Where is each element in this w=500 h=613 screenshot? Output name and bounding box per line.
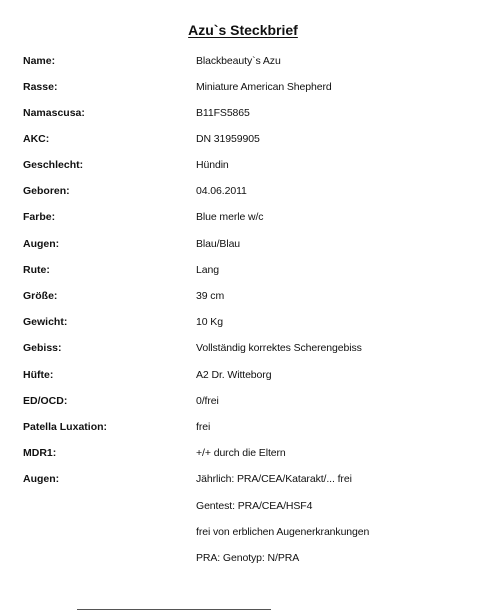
- row-value: 10 Kg: [196, 316, 223, 328]
- row-label: Geboren:: [23, 185, 70, 197]
- row-value: frei: [196, 421, 211, 433]
- profile-row-eye-gentest: [0, 500, 500, 520]
- row-label: AKC:: [23, 133, 50, 145]
- profile-row-eye-hereditary: [0, 526, 500, 546]
- profile-row-breed: [0, 81, 500, 101]
- row-value: B11FS5865: [196, 107, 250, 119]
- row-label: Geschlecht:: [23, 159, 84, 171]
- row-value: Blue merle w/c: [196, 211, 264, 223]
- row-value: Gentest: PRA/CEA/HSF4: [196, 500, 313, 512]
- row-value: Blau/Blau: [196, 238, 241, 250]
- profile-row-patella: [0, 421, 500, 441]
- profile-row-mdr1: [0, 447, 500, 467]
- row-label: Größe:: [23, 290, 58, 302]
- profile-row-akc: [0, 133, 500, 153]
- profile-row-hip: [0, 369, 500, 389]
- profile-row-color: [0, 211, 500, 231]
- row-value: Vollständig korrektes Scherengebiss: [196, 342, 362, 354]
- row-label: Farbe:: [23, 211, 56, 223]
- profile-row-size: [0, 290, 500, 310]
- row-value: frei von erblichen Augenerkrankungen: [196, 526, 370, 538]
- row-label: Rasse:: [23, 81, 58, 93]
- row-value: Jährlich: PRA/CEA/Katarakt/... frei: [196, 473, 352, 485]
- row-label: Patella Luxation:: [23, 421, 108, 433]
- row-label: MDR1:: [23, 447, 57, 459]
- row-value: Miniature American Shepherd: [196, 81, 332, 93]
- row-value: Blackbeauty`s Azu: [196, 55, 281, 67]
- row-value: 04.06.2011: [196, 185, 247, 197]
- profile-row-pra-genotype: [0, 552, 500, 572]
- row-label: Namascusa:: [23, 107, 85, 119]
- profile-row-ed-ocd: [0, 395, 500, 415]
- profile-row-namascusa: [0, 107, 500, 127]
- profile-row-sex: [0, 159, 500, 179]
- row-label: ED/OCD:: [23, 395, 68, 407]
- row-label: Gewicht:: [23, 316, 68, 328]
- row-label: Augen:: [23, 473, 60, 485]
- row-value: 0/frei: [196, 395, 219, 407]
- row-value: 39 cm: [196, 290, 225, 302]
- profile-row-born: [0, 185, 500, 205]
- row-label: Name:: [23, 55, 56, 67]
- row-label: Gebiss:: [23, 342, 62, 354]
- row-value: Lang: [196, 264, 219, 276]
- row-value: A2 Dr. Witteborg: [196, 369, 272, 381]
- row-label: Rute:: [23, 264, 50, 276]
- bottom-divider: [77, 609, 271, 610]
- row-value: Hündin: [196, 159, 229, 171]
- profile-row-tail: [0, 264, 500, 284]
- profile-row-bite: [0, 342, 500, 362]
- profile-row-eye-tests: [0, 473, 500, 493]
- row-value: +/+ durch die Eltern: [196, 447, 286, 459]
- row-value: DN 31959905: [196, 133, 260, 145]
- profile-row-name: [0, 55, 500, 75]
- profile-row-eyes: [0, 238, 500, 258]
- profile-row-weight: [0, 316, 500, 336]
- document-title: Azu`s Steckbrief: [188, 22, 298, 38]
- row-label: Hüfte:: [23, 369, 54, 381]
- row-value: PRA: Genotyp: N/PRA: [196, 552, 300, 564]
- row-label: Augen:: [23, 238, 60, 250]
